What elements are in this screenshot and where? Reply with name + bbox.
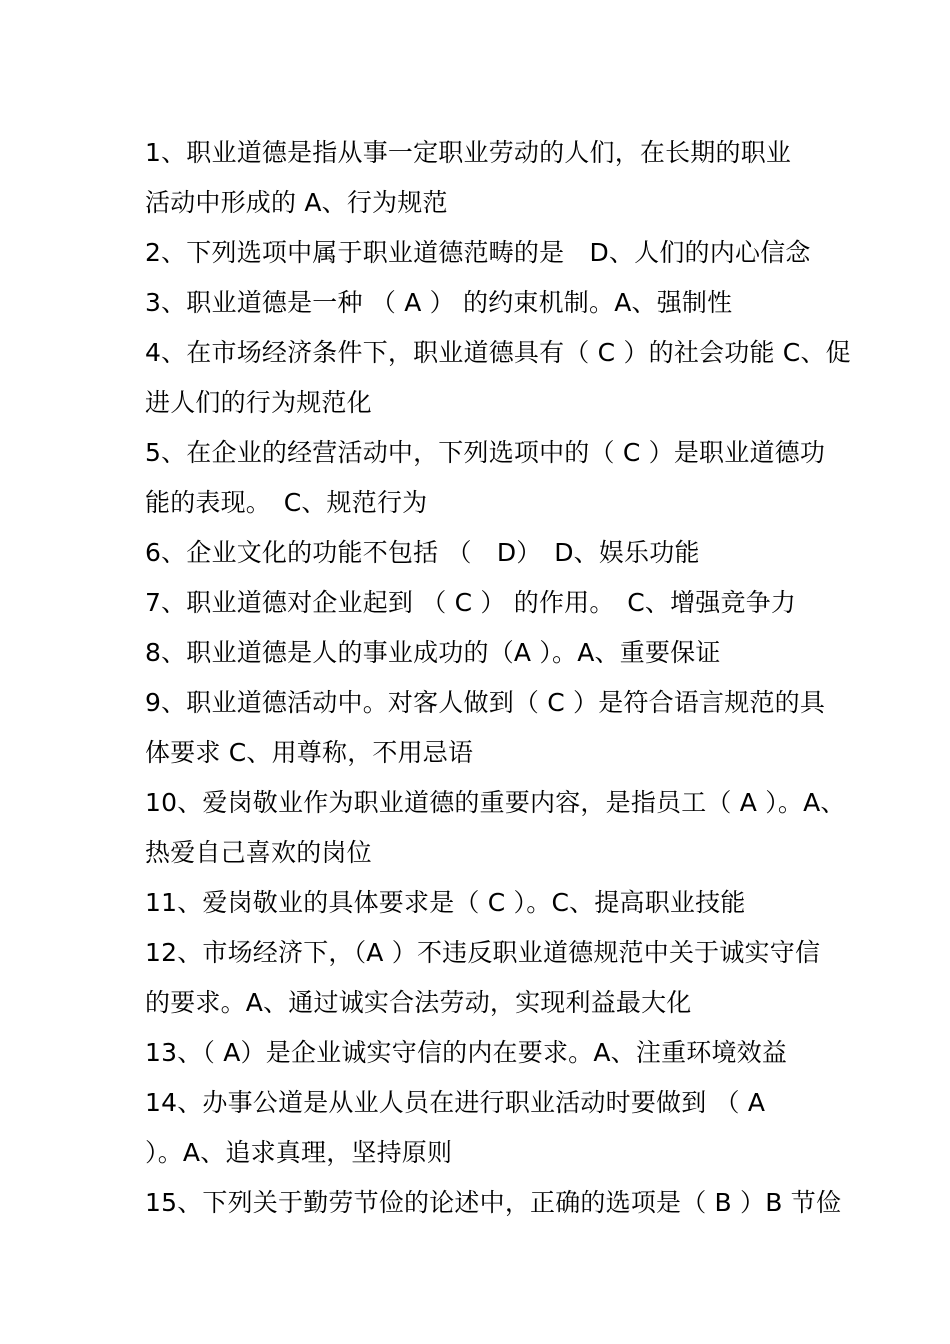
text-line-5: 4、在市场经济条件下，职业道德具有（ C ）的社会功能 C、促 xyxy=(145,338,851,367)
text-line-21: ）。A、追求真理，坚持原则 xyxy=(145,1138,453,1167)
question-list xyxy=(145,128,851,1228)
text-line-15: 热爱自己喜欢的岗位 xyxy=(145,838,372,867)
text-line-4: 3、职业道德是一种 （ A ） 的约束机制。A、强制性 xyxy=(145,288,733,317)
text-line-3: 2、下列选项中属于职业道德范畴的是 D、人们的内心信念 xyxy=(145,238,811,267)
text-line-1: 1、职业道德是指从事一定职业劳动的人们，在长期的职业 xyxy=(145,138,792,167)
text-line-12: 9、职业道德活动中。对客人做到（ C ）是符合语言规范的具 xyxy=(145,688,826,717)
text-line-10: 7、职业道德对企业起到 （ C ） 的作用。 C、增强竞争力 xyxy=(145,588,797,617)
text-line-6: 进人们的行为规范化 xyxy=(145,388,372,417)
text-line-14: 10、爱岗敬业作为职业道德的重要内容，是指员工（ A ）。A、 xyxy=(145,788,846,817)
text-line-2: 活动中形成的 A、行为规范 xyxy=(145,188,448,217)
text-line-8: 能的表现。 C、规范行为 xyxy=(145,488,428,517)
text-line-16: 11、爱岗敬业的具体要求是（ C ）。C、提高职业技能 xyxy=(145,888,746,917)
text-line-19: 13、（ A）是企业诚实守信的内在要求。A、注重环境效益 xyxy=(145,1038,788,1067)
text-line-17: 12、市场经济下，（A ）不违反职业道德规范中关于诚实守信 xyxy=(145,938,821,967)
text-line-18: 的要求。A、通过诚实合法劳动，实现利益最大化 xyxy=(145,988,692,1017)
text-line-11: 8、职业道德是人的事业成功的（A ）。A、重要保证 xyxy=(145,638,721,667)
text-line-20: 14、办事公道是从业人员在进行职业活动时要做到 （ A xyxy=(145,1088,766,1117)
text-line-22: 15、下列关于勤劳节俭的论述中，正确的选项是（ B ）B 节俭 xyxy=(145,1188,842,1217)
text-line-13: 体要求 C、用尊称，不用忌语 xyxy=(145,738,474,767)
text-line-7: 5、在企业的经营活动中，下列选项中的（ C ）是职业道德功 xyxy=(145,438,826,467)
text-line-9: 6、企业文化的功能不包括 （ D） D、娱乐功能 xyxy=(145,538,700,567)
